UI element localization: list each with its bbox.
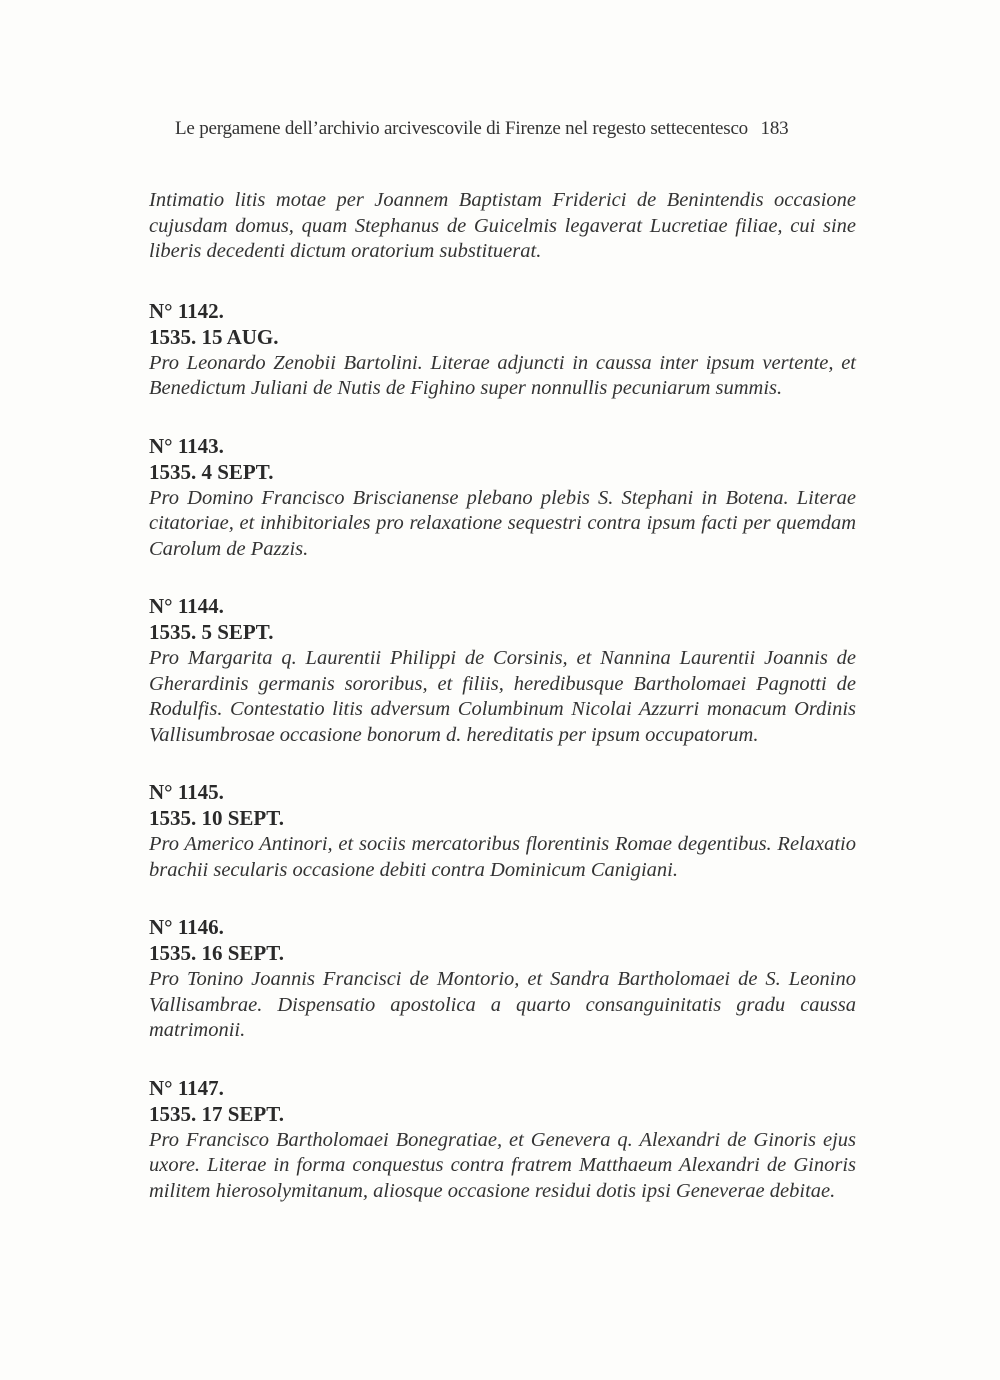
entry-1145 xyxy=(149,779,856,883)
entry-1146 xyxy=(149,914,856,1044)
entry-date: 1535. 4 SEPT. xyxy=(149,459,274,484)
entry-date: 1535. 5 SEPT. xyxy=(149,620,274,644)
entry-text: Pro Tonino Joannis Francisci de Montorio, et Sandra Bartholomaei de S. Leonino Vallisambrae. Dispensatio apostolica a quarto consanguinitatis gradu caussa matrimonii. xyxy=(149,968,856,1041)
entry-date: 1535. 10 SEPT. xyxy=(149,806,284,830)
entry-date: 1535. 17 SEPT. xyxy=(149,1101,284,1126)
entry-1147 xyxy=(149,1075,856,1205)
entry-text: Pro Americo Antinori, et sociis mercatoribus florentinis Romae degentibus. Relaxatio brachii secularis occasione debiti contra Dominicum Canigiani. xyxy=(149,833,856,881)
entry-date: 1535. 15 AUG. xyxy=(149,324,279,349)
page-number: 183 xyxy=(760,118,789,139)
entry-date: 1535. 16 SEPT. xyxy=(149,941,284,965)
entry-number: N° 1146. xyxy=(149,915,224,939)
entry-1142 xyxy=(149,298,856,402)
entry-number: N° 1144. xyxy=(149,594,224,618)
intro-paragraph: Intimatio litis motae per Joannem Baptistam Friderici de Benintendis occasione cujusdam domus, quam Stephanus de Guicelmis legaverat Lucretiae filiae, cui sine liberis decedenti dictum oratorium substituerat. xyxy=(149,189,856,262)
entry-text: Pro Margarita q. Laurentii Philippi de Corsinis, et Nannina Laurentii Joannis de Gherardinis germanis sororibus, et filiis, heredibusque Bartholomaei Pagnotti de Rodulfis. Contestatio litis adversum Columbinum Nicolai Azzurri monacum Ordinis Vallisumbrosae occasione bonorum d. hereditatis per ipsum occupatorum. xyxy=(149,647,856,746)
running-head xyxy=(175,118,855,140)
entry-1144 xyxy=(149,593,856,748)
entry-number: N° 1143. xyxy=(149,433,224,458)
entry-text: Pro Francisco Bartholomaei Bonegratiae, et Genevera q. Alexandri de Ginoris ejus uxore. Literae in forma conquestus contra fratrem Matthaeum Alexandri de Ginoris militem hierosolymitanum, aliosque occasione residui dotis ipsi Geneverae debitae. xyxy=(149,1128,856,1202)
entry-text: Pro Leonardo Zenobii Bartolini. Literae adjuncti in caussa inter ipsum vertente, et Benedictum Juliani de Nutis de Fighino super nonnullis pecuniarum summis. xyxy=(149,351,856,399)
entry-number: N° 1142. xyxy=(149,298,224,323)
entry-1143 xyxy=(149,433,856,563)
document-body xyxy=(149,188,856,1235)
running-title: Le pergamene dell’archivio arcivescovile di Firenze nel regesto settecentesco xyxy=(175,118,748,139)
entry-number: N° 1145. xyxy=(149,780,224,804)
entry-text: Pro Domino Francisco Briscianense plebano plebis S. Stephani in Botena. Literae citatoriae, et inhibitoriales pro relaxatione sequestri contra ipsum facti per quemdam Carolum de Pazzis. xyxy=(149,486,856,560)
entry-number: N° 1147. xyxy=(149,1075,224,1100)
